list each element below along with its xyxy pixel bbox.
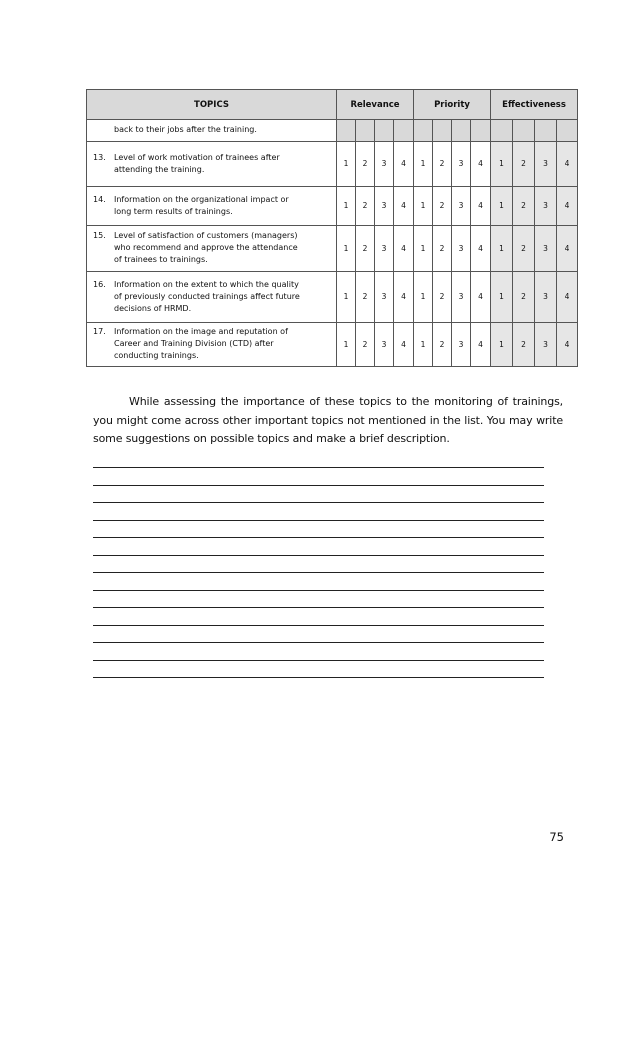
writing-line[interactable] xyxy=(93,642,544,643)
topic-text: who recommend and approve the attendance xyxy=(114,243,298,252)
topic-number: 13. xyxy=(93,152,106,162)
priority-rating-3[interactable]: 3 xyxy=(452,187,471,226)
topic-cell xyxy=(87,142,337,187)
writing-line[interactable] xyxy=(93,590,544,591)
priority-rating-3[interactable]: 3 xyxy=(452,142,471,187)
priority-rating-1[interactable]: 1 xyxy=(414,226,433,272)
continuation-row xyxy=(87,120,578,142)
priority-rating-1[interactable]: 1 xyxy=(414,272,433,323)
topic-number xyxy=(93,164,114,176)
topic-row xyxy=(87,142,578,187)
topic-number xyxy=(93,338,114,350)
effectiveness-rating-1[interactable]: 1 xyxy=(491,272,513,323)
topic-cell xyxy=(87,272,337,323)
topic-text: Information on the organizational impact or xyxy=(114,194,289,204)
topic-number: 15. xyxy=(93,231,106,240)
effectiveness-rating-3[interactable]: 3 xyxy=(535,142,557,187)
effectiveness-rating-4[interactable]: 4 xyxy=(557,323,578,367)
effectiveness-rating-4[interactable]: 4 xyxy=(557,187,578,226)
topic-text: conducting trainings. xyxy=(114,351,199,360)
topic-number xyxy=(93,303,114,315)
relevance-rating-4[interactable]: 4 xyxy=(394,142,414,187)
topic-row xyxy=(87,226,578,272)
relevance-rating-1[interactable]: 1 xyxy=(337,142,356,187)
effectiveness-rating-2[interactable]: 2 xyxy=(513,226,535,272)
priority-rating-2[interactable]: 2 xyxy=(433,187,452,226)
priority-rating-2[interactable]: 2 xyxy=(433,323,452,367)
relevance-header: Relevance xyxy=(337,90,414,120)
relevance-rating-4[interactable]: 4 xyxy=(394,272,414,323)
topic-text: Information on the image and reputation of xyxy=(114,327,288,336)
effectiveness-rating-4[interactable]: 4 xyxy=(557,226,578,272)
topic-text: Career and Training Division (CTD) after xyxy=(114,339,274,348)
topic-cell xyxy=(87,187,337,226)
writing-line[interactable] xyxy=(93,572,544,573)
priority-rating-1[interactable]: 1 xyxy=(414,323,433,367)
effectiveness-rating-1[interactable]: 1 xyxy=(491,323,513,367)
topic-text: Information on the extent to which the quality xyxy=(114,279,299,289)
priority-rating-4[interactable]: 4 xyxy=(471,272,491,323)
topic-text: of trainees to trainings. xyxy=(114,255,208,264)
priority-rating-4[interactable]: 4 xyxy=(471,226,491,272)
relevance-rating-2[interactable]: 2 xyxy=(356,226,375,272)
instruction-text: While assessing the importance of these topics to the monitoring of trainings, you might come across other important topics not mentioned in the list. You may write some suggestions on possible topics and make a brief description. xyxy=(93,395,563,445)
continuation-text: back to their jobs after the training. xyxy=(87,120,337,142)
relevance-rating-1[interactable]: 1 xyxy=(337,272,356,323)
topic-text: attending the training. xyxy=(114,164,205,174)
effectiveness-rating-1[interactable]: 1 xyxy=(491,226,513,272)
instruction-paragraph xyxy=(93,393,563,449)
effectiveness-rating-2[interactable]: 2 xyxy=(513,187,535,226)
relevance-rating-2[interactable]: 2 xyxy=(356,323,375,367)
effectiveness-rating-2[interactable]: 2 xyxy=(513,272,535,323)
writing-line[interactable] xyxy=(93,677,544,678)
priority-rating-3[interactable]: 3 xyxy=(452,226,471,272)
writing-line[interactable] xyxy=(93,502,544,503)
relevance-rating-3[interactable]: 3 xyxy=(375,187,394,226)
topic-text: Level of satisfaction of customers (managers) xyxy=(114,231,298,240)
topic-row xyxy=(87,187,578,226)
relevance-rating-3[interactable]: 3 xyxy=(375,226,394,272)
priority-header: Priority xyxy=(414,90,491,120)
page-number: 75 xyxy=(549,830,564,844)
topic-cell xyxy=(87,226,337,272)
topic-text: of previously conducted trainings affect future xyxy=(114,291,300,301)
writing-line[interactable] xyxy=(93,485,544,486)
effectiveness-rating-1[interactable]: 1 xyxy=(491,142,513,187)
effectiveness-rating-3[interactable]: 3 xyxy=(535,226,557,272)
writing-line[interactable] xyxy=(93,625,544,626)
writing-line[interactable] xyxy=(93,520,544,521)
topic-number xyxy=(93,254,114,266)
table-header-row xyxy=(87,90,578,120)
relevance-rating-2[interactable]: 2 xyxy=(356,272,375,323)
priority-rating-3[interactable]: 3 xyxy=(452,323,471,367)
effectiveness-rating-4[interactable]: 4 xyxy=(557,142,578,187)
topic-number xyxy=(93,350,114,362)
topics-header: TOPICS xyxy=(87,90,337,120)
writing-line[interactable] xyxy=(93,607,544,608)
writing-line[interactable] xyxy=(93,555,544,556)
effectiveness-rating-1[interactable]: 1 xyxy=(491,187,513,226)
relevance-rating-1[interactable]: 1 xyxy=(337,226,356,272)
topics-rating-table xyxy=(86,89,578,367)
writing-line[interactable] xyxy=(93,467,544,468)
relevance-rating-3[interactable]: 3 xyxy=(375,142,394,187)
relevance-rating-4[interactable]: 4 xyxy=(394,323,414,367)
priority-rating-1[interactable]: 1 xyxy=(414,187,433,226)
topic-text: decisions of HRMD. xyxy=(114,303,192,313)
effectiveness-rating-3[interactable]: 3 xyxy=(535,187,557,226)
priority-rating-2[interactable]: 2 xyxy=(433,226,452,272)
relevance-rating-2[interactable]: 2 xyxy=(356,187,375,226)
topic-number: 16. xyxy=(93,279,106,289)
priority-rating-4[interactable]: 4 xyxy=(471,142,491,187)
priority-rating-3[interactable]: 3 xyxy=(452,272,471,323)
writing-line[interactable] xyxy=(93,537,544,538)
effectiveness-rating-3[interactable]: 3 xyxy=(535,272,557,323)
priority-rating-4[interactable]: 4 xyxy=(471,187,491,226)
effectiveness-rating-3[interactable]: 3 xyxy=(535,323,557,367)
topic-text: long term results of trainings. xyxy=(114,206,233,216)
effectiveness-rating-2[interactable]: 2 xyxy=(513,323,535,367)
topic-row xyxy=(87,323,578,367)
writing-line[interactable] xyxy=(93,660,544,661)
topic-number xyxy=(93,242,114,254)
relevance-rating-4[interactable]: 4 xyxy=(394,187,414,226)
priority-rating-4[interactable]: 4 xyxy=(471,323,491,367)
relevance-rating-1[interactable]: 1 xyxy=(337,323,356,367)
effectiveness-rating-4[interactable]: 4 xyxy=(557,272,578,323)
relevance-rating-3[interactable]: 3 xyxy=(375,272,394,323)
topic-number xyxy=(93,206,114,218)
priority-rating-1[interactable]: 1 xyxy=(414,142,433,187)
topic-row xyxy=(87,272,578,323)
topic-text: Level of work motivation of trainees after xyxy=(114,152,280,162)
relevance-rating-3[interactable]: 3 xyxy=(375,323,394,367)
topic-number: 14. xyxy=(93,194,106,204)
relevance-rating-4[interactable]: 4 xyxy=(394,226,414,272)
priority-rating-2[interactable]: 2 xyxy=(433,272,452,323)
priority-rating-2[interactable]: 2 xyxy=(433,142,452,187)
relevance-rating-2[interactable]: 2 xyxy=(356,142,375,187)
relevance-rating-1[interactable]: 1 xyxy=(337,187,356,226)
topic-cell xyxy=(87,323,337,367)
effectiveness-header: Effectiveness xyxy=(491,90,578,120)
topic-number xyxy=(93,291,114,303)
topic-number: 17. xyxy=(93,327,106,336)
effectiveness-rating-2[interactable]: 2 xyxy=(513,142,535,187)
